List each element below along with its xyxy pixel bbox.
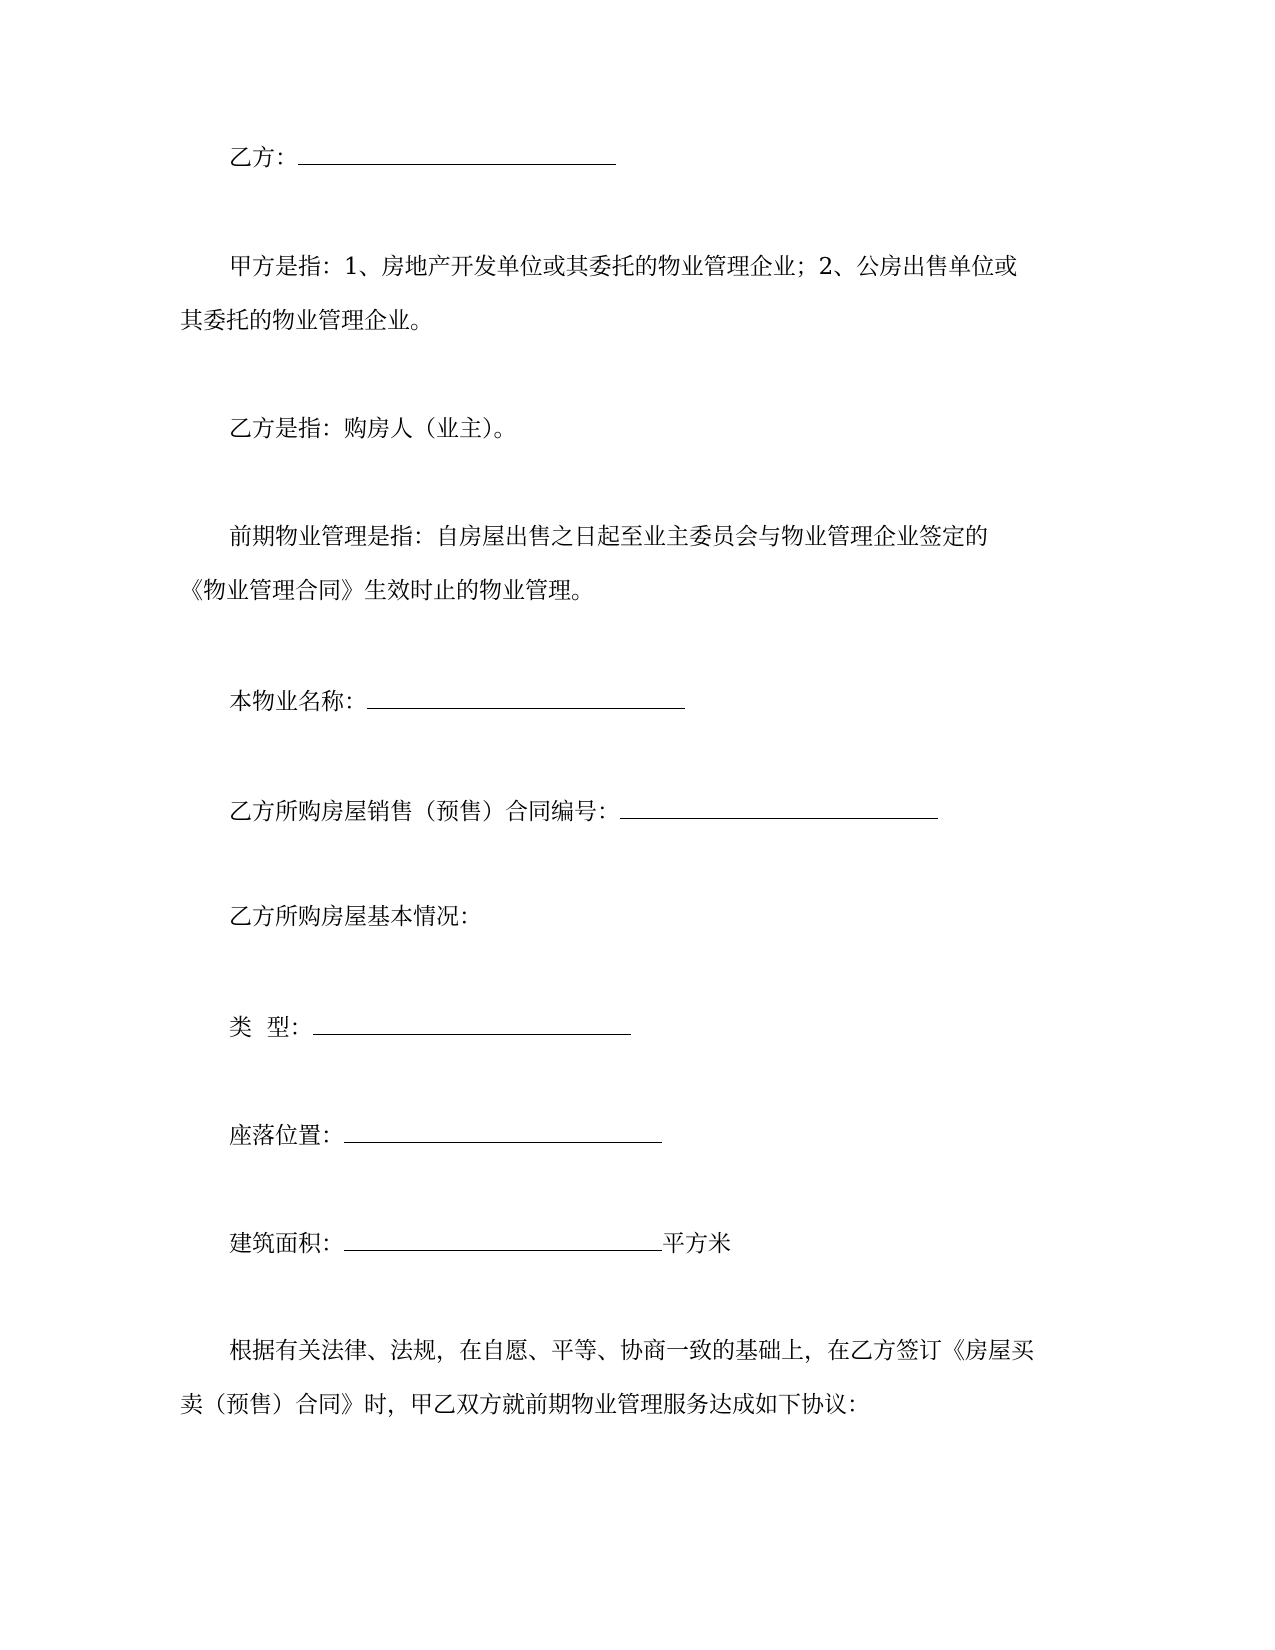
party-b-field [229, 142, 616, 173]
location-blank[interactable] [344, 1120, 662, 1143]
contract-number-field [229, 796, 938, 827]
agreement-line-2: 卖（预售）合同》时，甲乙双方就前期物业管理服务达成如下协议： [180, 1392, 870, 1418]
building-area-unit: 平方米 [662, 1231, 731, 1257]
party-a-definition-line-2: 其委托的物业管理企业。 [180, 308, 433, 334]
party-b-blank[interactable] [298, 142, 616, 165]
contract-number-blank[interactable] [620, 796, 938, 819]
house-type-blank[interactable] [313, 1012, 631, 1035]
house-type-label: 类 型： [229, 1015, 313, 1041]
party-a-definition-line-1: 甲方是指：1、房地产开发单位或其委托的物业管理企业；2、公房出售单位或 [229, 254, 1018, 280]
building-area-blank[interactable] [344, 1228, 662, 1251]
property-name-field [229, 686, 685, 717]
house-type-field [229, 1012, 631, 1043]
property-name-label: 本物业名称： [229, 689, 367, 715]
property-name-blank[interactable] [367, 686, 685, 709]
basic-info-heading: 乙方所购房屋基本情况： [229, 904, 482, 930]
building-area-label: 建筑面积： [229, 1231, 344, 1257]
location-field [229, 1120, 662, 1151]
agreement-line-1: 根据有关法律、法规，在自愿、平等、协商一致的基础上，在乙方签订《房屋买 [229, 1338, 1034, 1364]
contract-number-label: 乙方所购房屋销售（预售）合同编号： [229, 799, 620, 825]
management-definition-line-1: 前期物业管理是指：自房屋出售之日起至业主委员会与物业管理企业签定的 [229, 524, 988, 550]
location-label: 座落位置： [229, 1123, 344, 1149]
management-definition-line-2: 《物业管理合同》生效时止的物业管理。 [180, 578, 594, 604]
party-b-definition: 乙方是指：购房人（业主）。 [229, 416, 517, 442]
party-b-label: 乙方： [229, 145, 298, 171]
building-area-field [229, 1228, 731, 1259]
